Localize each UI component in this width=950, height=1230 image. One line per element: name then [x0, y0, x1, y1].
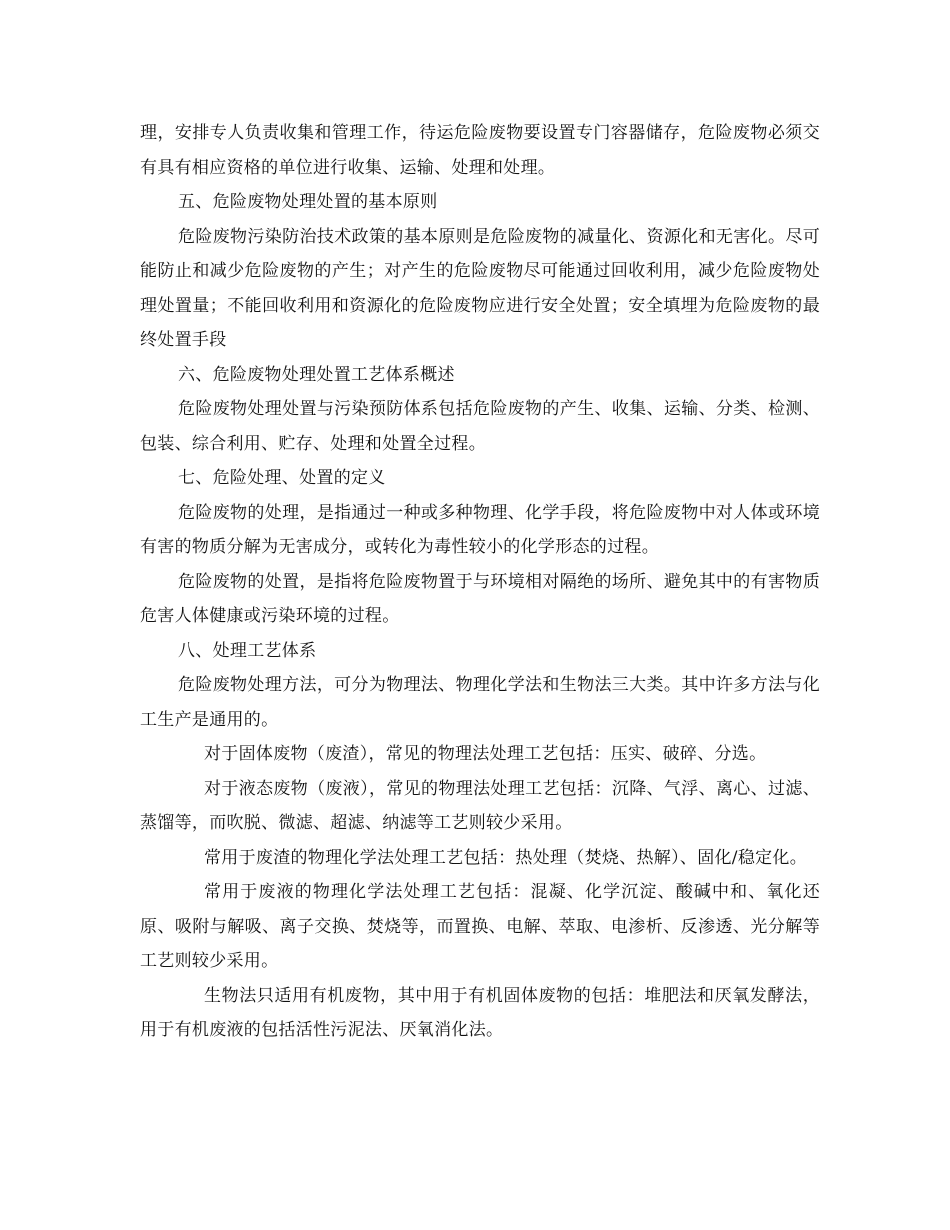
section-heading-six: 六、危险废物处理处置工艺体系概述: [178, 364, 455, 385]
paragraph-principles: 危险废物污染防治技术政策的基本原则是危险废物的减量化、资源化和无害化。尽可能防止和减少危险废物的产生；对产生的危险废物尽可能通过回收利用，减少危险废物处理处置量；不能回收利用和资源化的危险废物应进行安全处置；安全填埋为危险废物的最终处置手段: [140, 226, 820, 350]
paragraph-disposal-definition: 危险废物的处置，是指将危险废物置于与环境相对隔绝的场所、避免其中的有害物质危害人体健康或污染环境的过程。: [140, 571, 820, 626]
paragraph-liquid-waste-physicochemical: 常用于废液的物理化学法处理工艺包括：混凝、化学沉淀、酸碱中和、氧化还原、吸附与解吸、离子交换、焚烧等，而置换、电解、萃取、电渗析、反渗透、光分解等工艺则较少采用。: [140, 882, 820, 971]
document-body: [140, 116, 820, 1048]
paragraph-biological-methods: 生物法只适用有机废物，其中用于有机固体废物的包括：堆肥法和厌氧发酵法，用于有机废液的包括活性污泥法、厌氧消化法。: [140, 985, 820, 1040]
section-heading-eight: 八、处理工艺体系: [178, 640, 317, 661]
paragraph-solid-waste-physicochemical: 常用于废渣的物理化学法处理工艺包括：热处理（焚烧、热解）、固化/稳定化。: [204, 847, 808, 868]
paragraph-treatment-definition: 危险废物的处理，是指通过一种或多种物理、化学手段，将危险废物中对人体或环境有害的物质分解为无害成分，或转化为毒性较小的化学形态的过程。: [140, 502, 820, 557]
section-heading-five: 五、危险废物处理处置的基本原则: [178, 192, 438, 212]
paragraph-process-system: 危险废物处理处置与污染预防体系包括危险废物的产生、收集、运输、分类、检测、包装、综合利用、贮存、处理和处置全过程。: [140, 399, 820, 454]
paragraph-treatment-methods: 危险废物处理方法，可分为物理法、物理化学法和生物法三大类。其中许多方法与化工生产是通用的。: [140, 675, 820, 730]
paragraph-solid-waste-physical: 对于固体废物（废渣），常见的物理法处理工艺包括：压实、破碎、分选。: [204, 744, 767, 764]
paragraph-liquid-waste-physical: 对于液态废物（废液），常见的物理法处理工艺包括：沉降、气浮、离心、过滤、蒸馏等，而吹脱、微滤、超滤、纳滤等工艺则较少采用。: [140, 778, 820, 833]
section-heading-seven: 七、危险处理、处置的定义: [178, 468, 386, 488]
paragraph-continuation: 理，安排专人负责收集和管理工作，待运危险废物要设置专门容器储存，危险废物必须交有具有相应资格的单位进行收集、运输、处理和处理。: [140, 123, 820, 178]
